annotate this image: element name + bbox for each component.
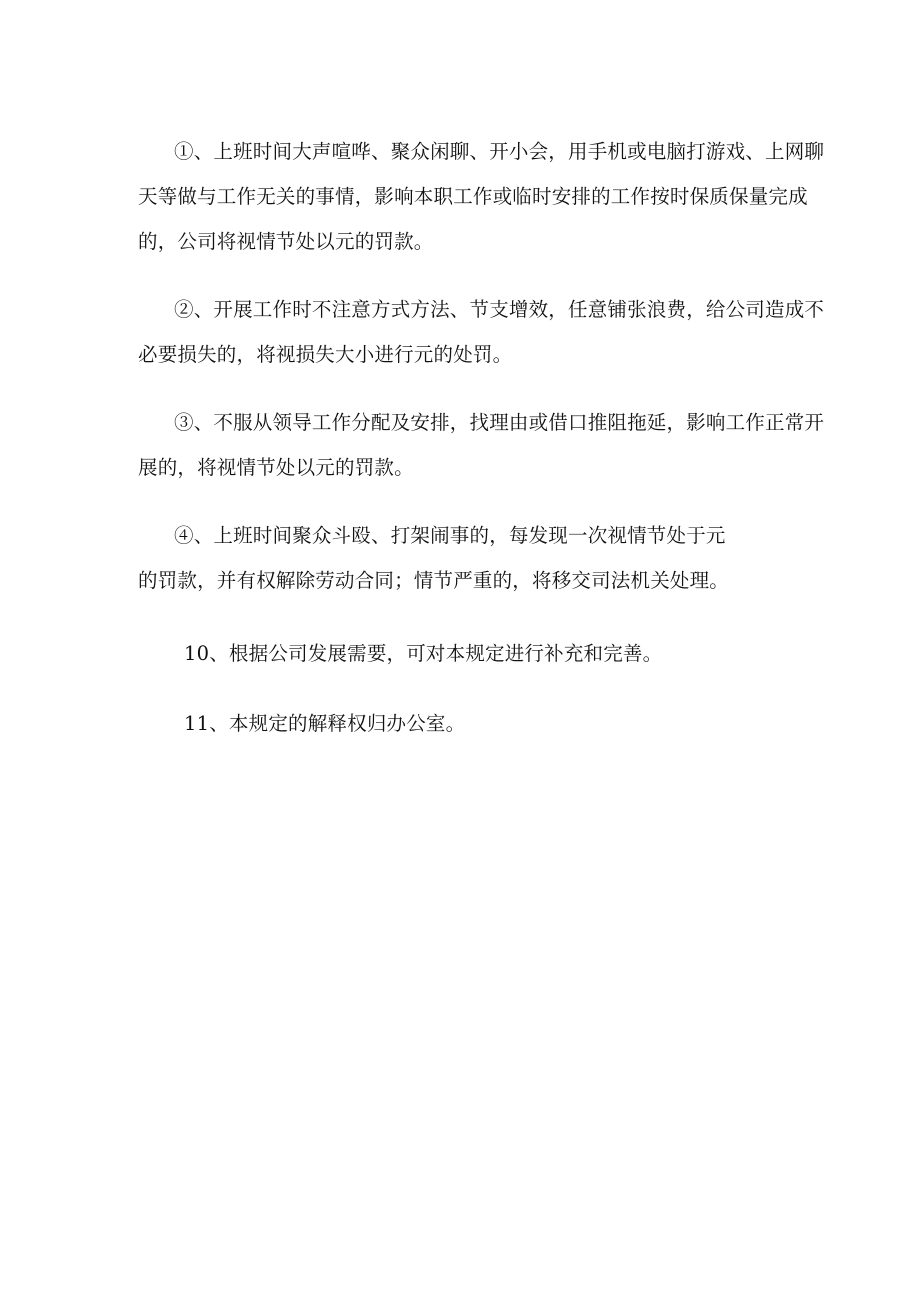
paragraph-line: ①、上班时间大声喧哗、聚众闲聊、开小会，用手机或电脑打游戏、上网聊 (174, 140, 825, 163)
paragraph-line: 的，公司将视情节处以元的罚款。 (138, 230, 434, 253)
paragraph-line: 10、根据公司发展需要，可对本规定进行补充和完善。 (184, 642, 663, 665)
paragraph-line: 展的，将视情节处以元的罚款。 (138, 456, 414, 479)
paragraph-line: 的罚款，并有权解除劳动合同；情节严重的，将移交司法机关处理。 (138, 569, 730, 592)
paragraph-line: 天等做与工作无关的事情，影响本职工作或临时安排的工作按时保质保量完成 (138, 185, 808, 208)
paragraph-line: ④、上班时间聚众斗殴、打架闹事的，每发现一次视情节处于元 (174, 524, 726, 547)
paragraph-line: 11、本规定的解释权归办公室。 (184, 712, 466, 735)
paragraph-line: ③、不服从领导工作分配及安排，找理由或借口推阻拖延，影响工作正常开 (174, 411, 825, 434)
paragraph-line: ②、开展工作时不注意方式方法、节支增效，任意铺张浪费，给公司造成不 (174, 298, 825, 321)
paragraph-line: 必要损失的，将视损失大小进行元的处罚。 (138, 343, 513, 366)
